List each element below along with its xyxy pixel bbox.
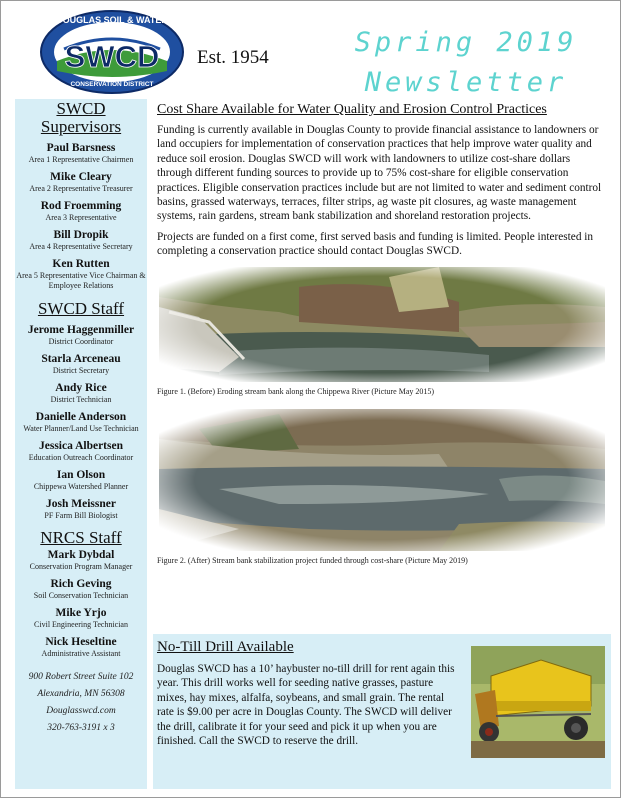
person-role: PF Farm Bill Biologist	[44, 511, 118, 520]
supervisor-entry	[15, 142, 147, 165]
staff-entry	[15, 324, 147, 347]
cost-share-paragraph-1: Funding is currently available in Douglas County to provide financial assistance to landowners or land occupiers for implementation of conservation practices that help improve water quality and reduce soil erosion. Douglas SWCD will work with landowners to utilize cost-share dollars through different funding sources to provide up to 75% cost-share for eligible conservation practices. Eligible conservation practices include but are not limited to water and sediment control basins, grassed waterways, terraces, filter strips, ag waste pit closures, ag waste management systems, rain gardens, stream bank stabilization and shoreland restoration projects.	[157, 124, 602, 223]
nrcs-entry	[15, 578, 147, 601]
phone-number: 320-763-3191 x 3	[47, 723, 115, 733]
person-role: Area 5 Representative Vice Chairman & Employee Relations	[16, 271, 146, 290]
contact-info	[15, 669, 147, 737]
person-name: Mark Dybdal	[47, 549, 115, 561]
newsletter-title	[331, 23, 601, 103]
newsletter-line: Newsletter	[364, 67, 568, 98]
drill-paragraph: Douglas SWCD has a 10’ haybuster no-till drill for rent again this year. This drill works well for seeding native grasses, pasture mixes, hay mixes, alfalfa, soybeans, and small grain. The rental rate is $9.00 per acre in Douglas County. The SWCD will deliver the drill, calibrate it for your seed and pick it up when you are finished. Call the SWCD to reserve the drill.	[157, 663, 455, 748]
figure-after-photo	[159, 409, 605, 551]
drill-machine-image	[471, 646, 605, 758]
staff-entry	[15, 382, 147, 405]
person-name: Rich Geving	[50, 578, 112, 590]
person-role: District Technician	[50, 395, 112, 404]
staff-heading: SWCD Staff	[37, 299, 125, 318]
person-role: Area 4 Representative Secretary	[29, 242, 133, 251]
person-name: Rod Froemming	[40, 200, 122, 212]
nrcs-entry	[15, 549, 147, 572]
nrcs-entry	[15, 607, 147, 630]
address-city: Alexandria, MN 56308	[37, 689, 125, 699]
nrcs-entry	[15, 636, 147, 659]
season-line: Spring 2019	[354, 27, 578, 58]
person-role: Civil Engineering Technician	[34, 620, 128, 629]
cost-share-paragraph-2: Projects are funded on a first come, first served basis and funding is limited. People interested in completing a conservation practice should contact Douglas SWCD.	[157, 230, 594, 258]
nrcs-heading: NRCS Staff	[40, 528, 122, 547]
no-till-drill-article	[153, 634, 611, 789]
supervisor-entry	[15, 200, 147, 223]
person-name: Danielle Anderson	[35, 411, 127, 423]
person-name: Andy Rice	[55, 382, 107, 394]
person-role: Conservation Program Manager	[29, 562, 133, 571]
person-name: Josh Meissner	[46, 498, 116, 510]
supervisor-entry	[15, 171, 147, 194]
person-name: Nick Heseltine	[45, 636, 117, 648]
person-role: Administrative Assistant	[41, 649, 121, 658]
figure-2-caption: Figure 2. (After) Stream bank stabilization project funded through cost-share (Picture May 2019)	[157, 555, 468, 565]
staff-entry	[15, 440, 147, 463]
person-role: Area 1 Representative Chairmen	[28, 155, 134, 164]
cost-share-article	[153, 99, 611, 566]
cost-share-title: Cost Share Available for Water Quality and Erosion Control Practices	[157, 102, 547, 117]
staff-entry	[15, 469, 147, 492]
logo-bottom-text: CONSERVATION DISTRICT	[70, 81, 154, 88]
person-name: Starla Arceneau	[41, 353, 121, 365]
logo-main-text: SWCD	[64, 39, 160, 74]
figure-before-photo	[159, 267, 605, 382]
person-role: Education Outreach Coordinator	[28, 453, 134, 462]
person-name: Ken Rutten	[52, 258, 110, 270]
staff-entry	[15, 353, 147, 376]
drill-title: No-Till Drill Available	[157, 639, 294, 655]
person-name: Jessica Albertsen	[38, 440, 123, 452]
logo-top-text: DOUGLAS SOIL & WATER	[56, 15, 168, 25]
person-name: Paul Barsness	[46, 142, 116, 154]
website-link[interactable]: Douglasswcd.com	[46, 706, 116, 716]
supervisors-heading: SWCD Supervisors	[40, 99, 122, 136]
person-role: Soil Conservation Technician	[33, 591, 129, 600]
stabilized-streambank-image	[159, 409, 605, 551]
person-role: Area 3 Representative	[45, 213, 117, 222]
figure-1-caption: Figure 1. (Before) Eroding stream bank along the Chippewa River (Picture May 2015)	[157, 386, 435, 396]
person-role: District Coordinator	[48, 337, 114, 346]
staff-entry	[15, 498, 147, 521]
eroding-streambank-image	[159, 267, 605, 382]
swcd-logo	[39, 9, 185, 95]
established-year: Est. 1954	[197, 47, 269, 68]
person-name: Mike Cleary	[50, 171, 112, 183]
person-role: District Secretary	[52, 366, 110, 375]
person-role: Area 2 Representative Treasurer	[29, 184, 133, 193]
staff-entry	[15, 411, 147, 434]
supervisor-entry	[15, 258, 147, 291]
staff-sidebar	[15, 99, 147, 789]
address-line: 900 Robert Street Suite 102	[28, 672, 134, 682]
person-role: Chippewa Watershed Planner	[33, 482, 129, 491]
person-name: Mike Yrjo	[55, 607, 107, 619]
no-till-drill-photo	[471, 646, 605, 758]
person-name: Jerome Haggenmiller	[27, 324, 135, 336]
person-role: Water Planner/Land Use Technician	[23, 424, 139, 433]
person-name: Ian Olson	[56, 469, 106, 481]
person-name: Bill Dropik	[53, 229, 109, 241]
supervisor-entry	[15, 229, 147, 252]
